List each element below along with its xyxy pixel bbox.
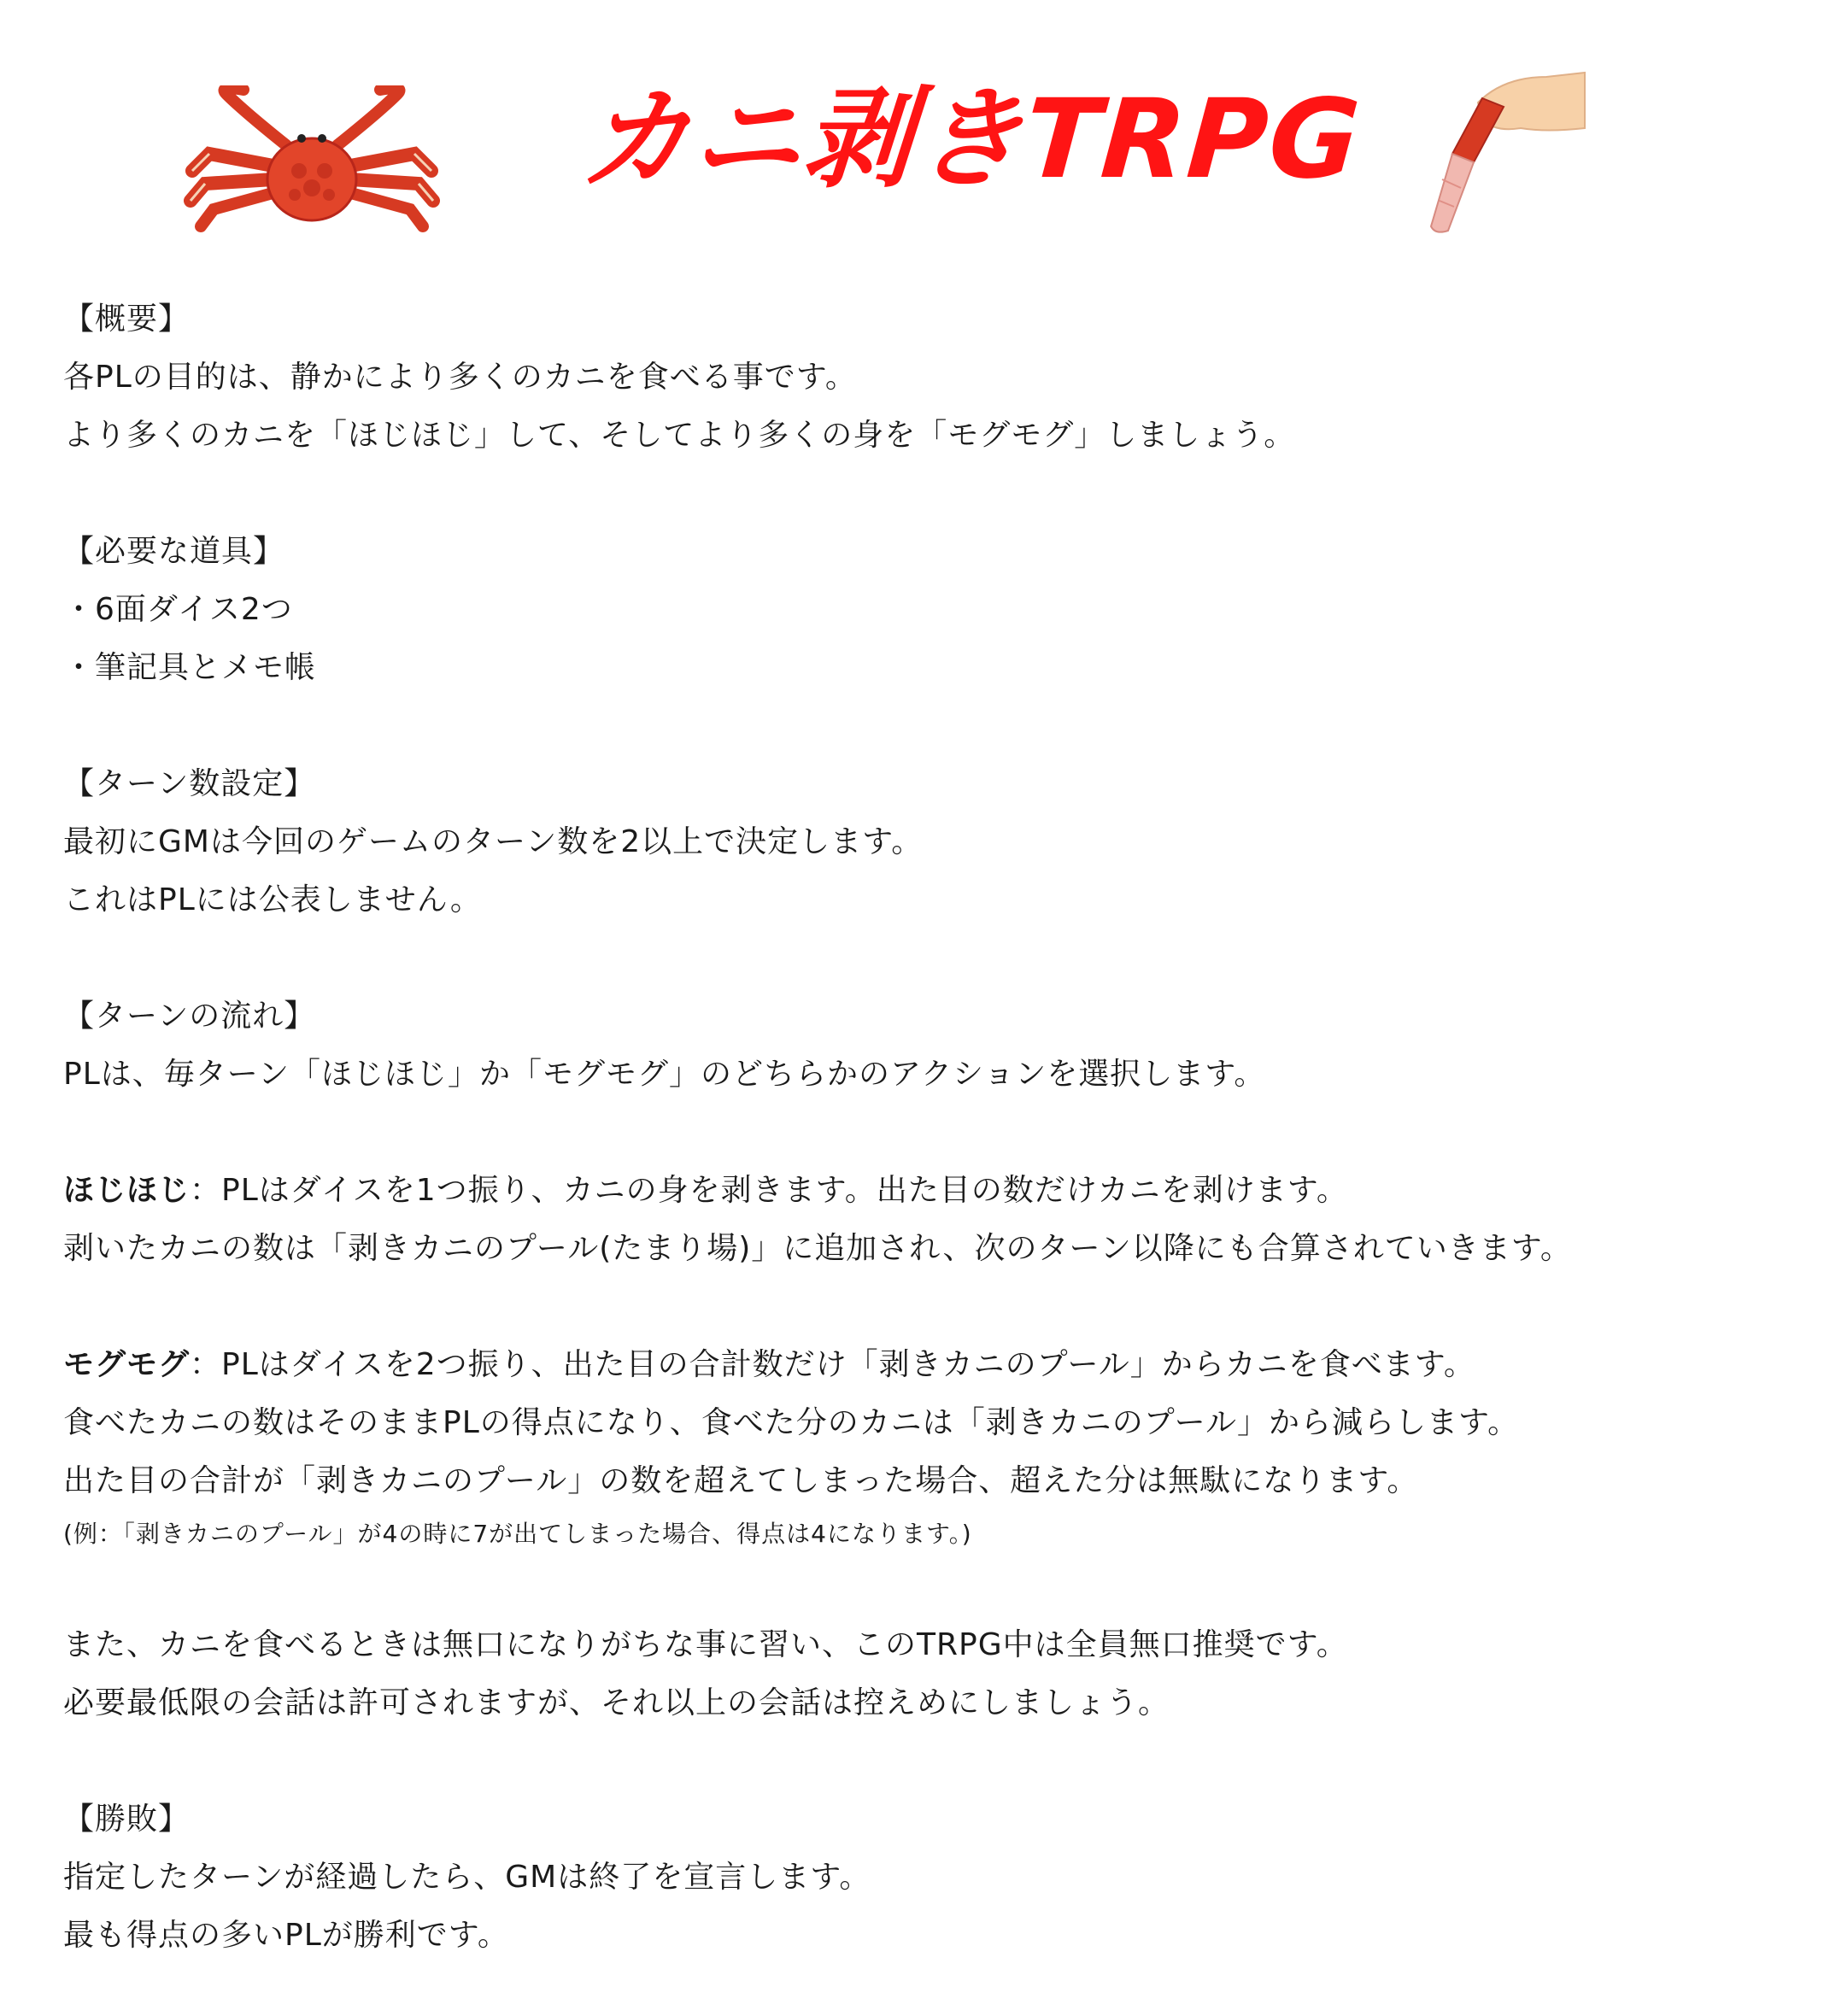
hojihoji-line: 剥いたカニの数は「剥きカニのプール(たまり場)」に追加され、次のターン以降にも合算されていきます。 (63, 1231, 1572, 1266)
tools-heading: 【必要な道具】 (63, 534, 285, 569)
victory-line: 指定したターンが経過したら、GMは終了を宣言します。 (63, 1860, 871, 1895)
mogumogu-rule (63, 1336, 1789, 1394)
tools-item: ・筆記具とメモ帳 (63, 650, 317, 685)
overview-line: 各PLの目的は、静かにより多くのカニを食べる事です。 (63, 360, 857, 395)
overview-line: より多くのカニを「ほじほじ」して、そしてより多くの身を「モグモグ」しましょう。 (63, 418, 1296, 453)
overview-section (63, 290, 1789, 465)
hojihoji-term: ほじほじ (63, 1173, 191, 1208)
tools-section (63, 523, 1789, 697)
rules-document (63, 290, 1789, 1965)
mogumogu-example: (例：「剥きカニのプール」が4の時に7が出てしまった場合、得点は4になります。) (63, 1520, 972, 1548)
victory-section (63, 1790, 1789, 1965)
turn-setting-section (63, 755, 1789, 929)
tools-item: ・6面ダイス2つ (63, 592, 293, 627)
mogumogu-term: モグモグ (63, 1347, 191, 1382)
crab-leg-hand-icon (1401, 68, 1589, 239)
header (0, 0, 1824, 256)
page-title: カニ剥きTRPG (576, 76, 1366, 203)
victory-line: 最も得点の多いPLが勝利です。 (63, 1918, 509, 1953)
silence-line: 必要最低限の会話は許可されますが、それ以上の会話は控えめにしましょう。 (63, 1685, 1170, 1720)
overview-heading: 【概要】 (63, 302, 191, 337)
crab-icon (184, 85, 440, 239)
hojihoji-desc: ：PLはダイスを1つ振り、カニの身を剥きます。出た目の数だけカニを剥けます。 (190, 1173, 1348, 1208)
turn-setting-line: 最初にGMは今回のゲームのターン数を2以上で決定します。 (63, 824, 924, 859)
silence-line: また、カニを食べるときは無口になりがちな事に習い、このTRPG中は全員無口推奨です。 (63, 1627, 1348, 1662)
turn-setting-heading: 【ターン数設定】 (63, 766, 316, 801)
turn-flow-intro: PLは、毎ターン「ほじほじ」か「モグモグ」のどちらかのアクションを選択します。 (63, 1057, 1266, 1092)
mogumogu-line: 食べたカニの数はそのままPLの得点になり、食べた分のカニは「剥きカニのプール」から減らします。 (63, 1405, 1520, 1440)
turn-flow-heading: 【ターンの流れ】 (63, 999, 316, 1034)
turn-setting-line: これはPLには公表しません。 (63, 882, 482, 917)
victory-heading: 【勝敗】 (63, 1802, 191, 1837)
turn-flow-section (63, 987, 1789, 1732)
hojihoji-rule (63, 1162, 1789, 1220)
mogumogu-line: 出た目の合計が「剥きカニのプール」の数を超えてしまった場合、超えた分は無駄になります。 (63, 1463, 1419, 1498)
mogumogu-desc: ：PLはダイスを2つ振り、出た目の合計数だけ「剥きカニのプール」からカニを食べます。 (190, 1347, 1475, 1382)
